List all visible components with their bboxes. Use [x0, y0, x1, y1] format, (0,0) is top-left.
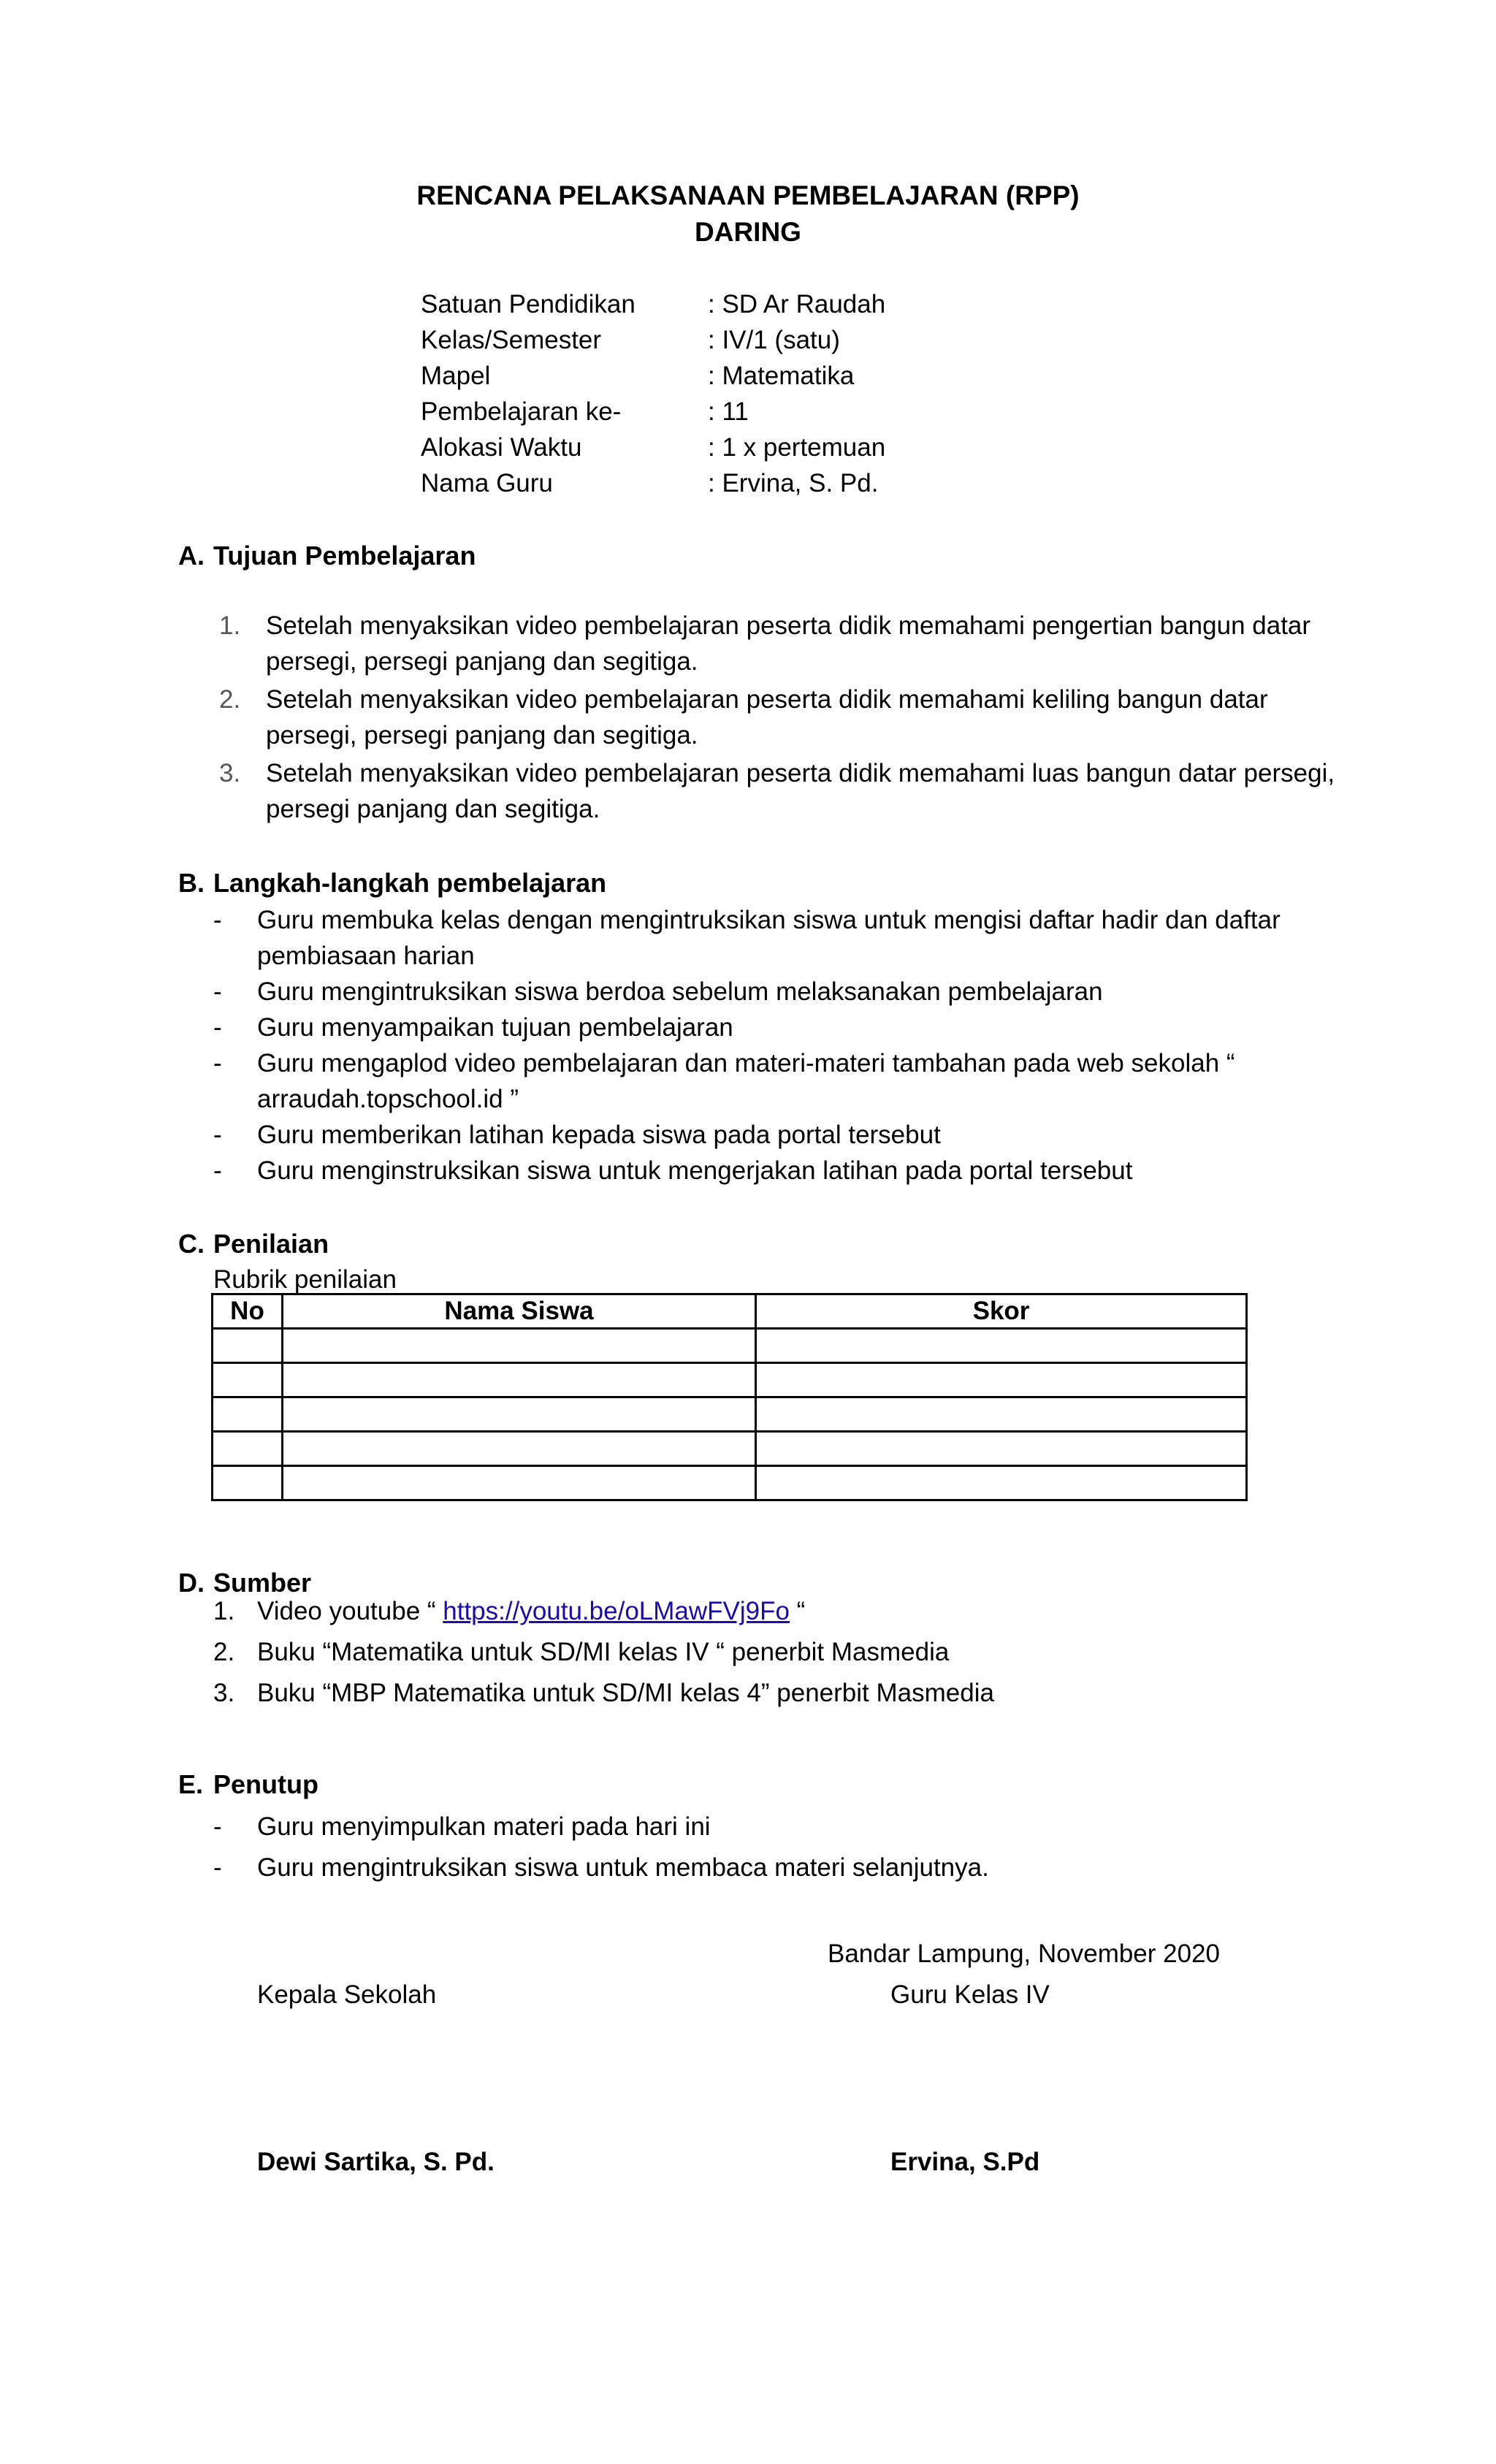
section-e-heading	[178, 1766, 318, 1803]
table-cell	[213, 1432, 283, 1466]
list-text: Setelah menyaksikan video pembelajaran peserta didik memahami keliling bangun datar persegi, persegi panjang dan segitiga.	[266, 685, 1268, 750]
section-title: Langkah-langkah pembelajaran	[213, 868, 607, 898]
rubric-caption: Rubrik penilaian	[213, 1265, 397, 1294]
right-role: Guru Kelas IV	[890, 1980, 1050, 2009]
table-cell	[756, 1363, 1247, 1397]
identity-value: : Matematika	[708, 362, 855, 390]
identity-value: : 11	[708, 397, 749, 426]
identity-label: Nama Guru	[421, 469, 553, 497]
list-text: Guru menginstruksikan siswa untuk mengerjakan latihan pada portal tersebut	[257, 1156, 1133, 1185]
list-text: Guru membuka kelas dengan mengintruksikan siswa untuk mengisi daftar hadir dan daftar pembiasaan harian	[257, 906, 1281, 970]
section-title: Sumber	[213, 1568, 312, 1598]
table-row	[213, 1432, 1247, 1466]
section-title: Penutup	[213, 1769, 318, 1799]
table-cell	[283, 1466, 756, 1500]
steps-list	[213, 902, 1294, 1189]
section-a-heading	[178, 537, 476, 574]
identity-label: Satuan Pendidikan	[421, 290, 636, 319]
list-text: Buku “MBP Matematika untuk SD/MI kelas 4” penerbit Masmedia	[257, 1679, 994, 1707]
dash-bullet: -	[213, 977, 222, 1006]
list-text: Guru mengintruksikan siswa berdoa sebelum melaksanakan pembelajaran	[257, 977, 1103, 1006]
table-row	[213, 1363, 1247, 1397]
table-cell	[283, 1363, 756, 1397]
list-text: Guru memberikan latihan kepada siswa pada portal tersebut	[257, 1121, 941, 1149]
list-item	[213, 1117, 1294, 1153]
identity-row	[421, 394, 1078, 430]
table-row	[213, 1329, 1247, 1363]
identity-row	[421, 322, 1078, 358]
table-cell	[283, 1397, 756, 1432]
identity-value: : 1 x pertemuan	[708, 433, 886, 462]
identity-value: : SD Ar Raudah	[708, 290, 886, 319]
list-number: 3.	[213, 1679, 235, 1707]
section-title: Penilaian	[213, 1229, 329, 1259]
identity-row	[421, 465, 1078, 501]
section-c-heading	[178, 1225, 329, 1262]
closing-list	[213, 1807, 1353, 1888]
dash-bullet: -	[213, 1812, 222, 1841]
table-cell	[283, 1329, 756, 1363]
identity-label: Pembelajaran ke-	[421, 397, 622, 426]
list-item	[213, 1847, 1353, 1888]
left-role: Kepala Sekolah	[257, 1980, 437, 2009]
table-cell	[756, 1397, 1247, 1432]
list-item	[213, 1632, 1382, 1673]
list-number: 1.	[219, 611, 241, 640]
list-item	[219, 682, 1359, 753]
section-b-heading	[178, 864, 606, 901]
list-item	[213, 1045, 1294, 1117]
table-row	[213, 1466, 1247, 1500]
table-cell	[283, 1432, 756, 1466]
section-letter: B.	[178, 868, 205, 898]
rubric-table	[211, 1293, 1248, 1501]
table-cell	[756, 1329, 1247, 1363]
list-item	[219, 755, 1359, 827]
table-cell	[213, 1363, 283, 1397]
table-cell	[213, 1329, 283, 1363]
list-text: Guru menyimpulkan materi pada hari ini	[257, 1812, 711, 1841]
list-text: Buku “Matematika untuk SD/MI kelas IV “ penerbit Masmedia	[257, 1638, 950, 1666]
list-number: 2.	[219, 685, 241, 714]
dash-bullet: -	[213, 1049, 222, 1077]
list-text: Setelah menyaksikan video pembelajaran peserta didik memahami pengertian bangun datar persegi, persegi panjang dan segitiga.	[266, 611, 1311, 676]
identity-label: Alokasi Waktu	[421, 433, 582, 462]
column-header-no: No	[213, 1294, 283, 1329]
dash-bullet: -	[213, 1013, 222, 1042]
list-text: Video youtube “	[257, 1597, 443, 1625]
list-item	[213, 902, 1294, 974]
dash-bullet: -	[213, 1853, 222, 1882]
identity-label: Kelas/Semester	[421, 326, 602, 354]
identity-row	[421, 430, 1078, 465]
list-item	[213, 1010, 1294, 1045]
dash-bullet: -	[213, 1121, 222, 1149]
list-text: Guru menyampaikan tujuan pembelajaran	[257, 1013, 733, 1042]
list-text: Setelah menyaksikan video pembelajaran peserta didik memahami luas bangun datar persegi, persegi panjang dan segitiga.	[266, 759, 1335, 823]
list-number: 2.	[213, 1638, 235, 1666]
list-text: Guru mengintruksikan siswa untuk membaca materi selanjutnya.	[257, 1853, 989, 1882]
table-cell	[756, 1466, 1247, 1500]
table-cell	[213, 1466, 283, 1500]
section-letter: D.	[178, 1568, 205, 1598]
column-header-nama-siswa: Nama Siswa	[283, 1294, 756, 1329]
section-letter: E.	[178, 1769, 204, 1799]
list-number: 3.	[219, 759, 241, 787]
left-signatory-name: Dewi Sartika, S. Pd.	[257, 2148, 495, 2176]
identity-value: : Ervina, S. Pd.	[708, 469, 879, 497]
list-text-suffix: “	[789, 1597, 806, 1625]
list-item	[213, 1591, 1382, 1632]
document-title: RENCANA PELAKSANAAN PEMBELAJARAN (RPP)	[416, 180, 1080, 210]
table-cell	[213, 1397, 283, 1432]
place-date: Bandar Lampung, November 2020	[828, 1939, 1221, 1968]
list-item	[213, 1153, 1294, 1189]
identity-block	[421, 286, 1078, 501]
identity-row	[421, 358, 1078, 394]
section-letter: A.	[178, 541, 205, 571]
table-cell	[756, 1432, 1247, 1466]
dash-bullet: -	[213, 906, 222, 934]
section-letter: C.	[178, 1229, 205, 1259]
section-title: Tujuan Pembelajaran	[213, 541, 476, 571]
sources-list	[213, 1591, 1382, 1714]
document-subtitle: DARING	[695, 217, 801, 247]
list-item	[213, 1807, 1353, 1847]
identity-row	[421, 286, 1078, 322]
list-item	[213, 974, 1294, 1010]
identity-label: Mapel	[421, 362, 491, 390]
list-text: Guru mengaplod video pembelajaran dan materi-materi tambahan pada web sekolah “ arraudah.topschool.id ”	[257, 1049, 1235, 1113]
right-signatory-name: Ervina, S.Pd	[890, 2148, 1040, 2176]
dash-bullet: -	[213, 1156, 222, 1185]
identity-value: : IV/1 (satu)	[708, 326, 840, 354]
list-item	[219, 608, 1359, 679]
list-item	[213, 1673, 1382, 1714]
youtube-link[interactable]: https://youtu.be/oLMawFVj9Fo	[443, 1597, 790, 1625]
list-number: 1.	[213, 1597, 235, 1625]
objectives-list	[219, 608, 1359, 829]
column-header-skor: Skor	[756, 1294, 1247, 1329]
table-header-row	[213, 1294, 1247, 1329]
table-row	[213, 1397, 1247, 1432]
